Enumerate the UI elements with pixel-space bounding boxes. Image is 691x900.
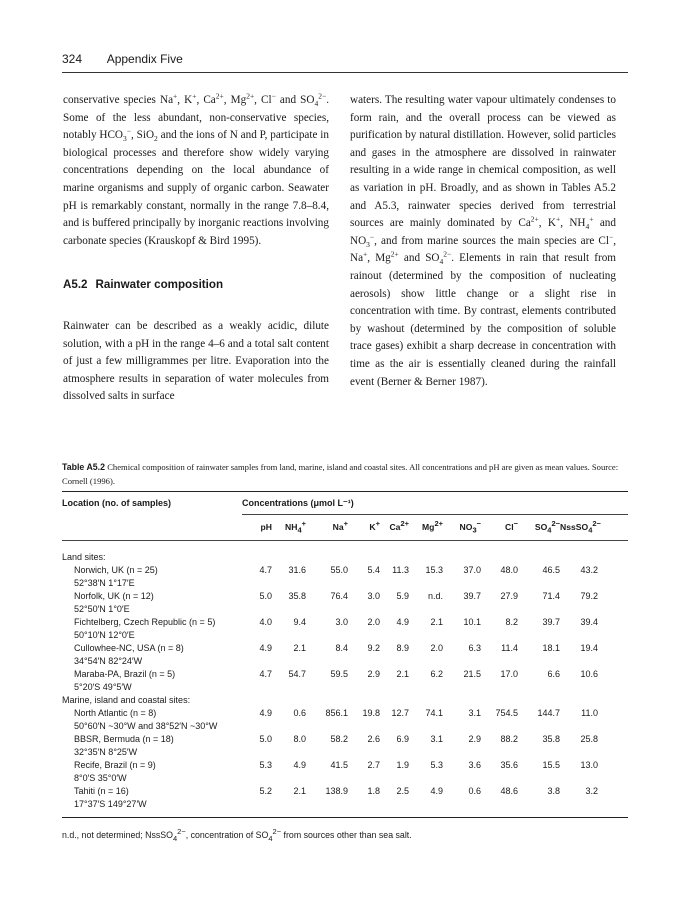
section-title: Rainwater composition [95, 278, 224, 292]
table-cell: 5.0 [259, 734, 272, 744]
paragraph-distillation: waters. The resulting water vapour ultimately condenses to form rain, and the overall process can be viewed as purification by natural distillation. However, solid particles and gases in the atmosphere are dissolved in rainwater resulting in a wide range in chemical composition, as well as variation in pH. Broadly, and as shown in Tables A5.2 and A5.3, rainwater species derived from terrestrial sources are mainly dominated by $Ca^{2+}$, K+, $NH_4^+$ and $NO_3^-$, and from marine sources the main species are Cl−, Na+, $Mg^{2+}$ and $SO_4^{2-}$. Elements in rain that result from rainout (determined by the composition of nucleating aerosols) show little change or a slight rise in concentration with time. By contrast, elements contributed by washout (determined by the composition of soluble trace gases) exhibit a sharp decrease in concentration with time as the air is essentially cleaned during the rainfall event (Berner & Berner 1987). [350, 94, 616, 388]
table-cell: 71.4 [542, 591, 560, 601]
table-cell: 6.6 [547, 669, 560, 679]
row-location [62, 785, 242, 811]
table-cell: 2.9 [367, 669, 380, 679]
table-cell: 2.1 [430, 617, 443, 627]
table-row [62, 564, 628, 590]
table-cell: 4.9 [396, 617, 409, 627]
paragraph-rainwater: Rainwater can be described as a weakly acidic, dilute solution, with a pH in the range 4–6 and a total salt content of just a few milligrammes per litre. Evaporation into the atmosphere results in separation of water molecules from dissolved salts in surface [63, 319, 329, 403]
table-cell: 1.8 [367, 786, 380, 796]
table-cell: 58.2 [330, 734, 348, 744]
table-body [62, 541, 628, 811]
site-name: North Atlantic (n = 8) [74, 708, 157, 718]
site-name: Fichtelberg, Czech Republic (n = 5) [74, 617, 216, 627]
table-cell: 5.4 [367, 565, 380, 575]
table-row [62, 759, 628, 785]
table-cell: 3.6 [468, 760, 481, 770]
table-cell: 11.4 [501, 643, 518, 653]
col-header-no3: $NO_3^-$ [459, 519, 481, 535]
site-coordinates: 5°20′S 49°5′W [74, 682, 132, 692]
table-row [62, 733, 628, 759]
table-cell: 3.0 [367, 591, 380, 601]
table-cell: 17.0 [500, 669, 518, 679]
caption-text: Chemical composition of rainwater samples from land, marine, island and coastal sites. All concentrations and pH are given as mean values. Source: Cornell (1996). [62, 462, 619, 486]
table-bottom-rule [62, 817, 628, 818]
table-cell: 5.3 [430, 760, 443, 770]
group-label-land: Land sites: [62, 552, 106, 562]
table-cell: 2.5 [396, 786, 409, 796]
table-cell: 19.4 [580, 643, 598, 653]
row-location [62, 733, 242, 759]
site-name: Maraba-PA, Brazil (n = 5) [74, 669, 176, 679]
table-cell: 4.7 [259, 669, 272, 679]
land-rows [62, 564, 628, 694]
table-cell: 2.1 [293, 786, 306, 796]
table-row [62, 642, 628, 668]
table-cell: 4.9 [259, 643, 272, 653]
table-cell: 6.3 [468, 643, 481, 653]
row-location [62, 590, 242, 616]
table-cell: 2.7 [367, 760, 380, 770]
table-cell: 5.3 [259, 760, 272, 770]
table-cell: 2.1 [396, 669, 409, 679]
table-cell: 8.4 [335, 643, 348, 653]
table-cell: 35.6 [500, 760, 518, 770]
table-header-row [62, 492, 628, 514]
table-cell: 27.9 [500, 591, 518, 601]
row-location [62, 707, 242, 733]
table-cell: 9.4 [293, 617, 306, 627]
page-number: 324 [62, 52, 83, 66]
table-cell: 88.2 [500, 734, 518, 744]
table-cell: 144.7 [537, 708, 560, 718]
table-cell: 138.9 [325, 786, 348, 796]
table-cell: 19.8 [362, 708, 380, 718]
running-title: Appendix Five [106, 52, 183, 66]
table-cell: 754.5 [495, 708, 518, 718]
table-cell: 6.9 [396, 734, 409, 744]
col-header-nssso4: NssSO$_4^{2-}$ [560, 519, 601, 535]
table-label: Table A5.2 [62, 462, 106, 472]
table-cell: 39.4 [580, 617, 598, 627]
site-coordinates: 50°10′N 12°0′E [74, 630, 135, 640]
group-label-marine: Marine, island and coastal sites: [62, 695, 191, 705]
site-coordinates: 50°60′N ~30°W and 38°52′N ~30°W [74, 721, 218, 731]
site-name: Norwich, UK (n = 25) [74, 565, 158, 575]
table-cell: 15.3 [425, 565, 443, 575]
row-location [62, 616, 242, 642]
table-cell: 0.6 [468, 786, 481, 796]
table-cell: 10.6 [580, 669, 598, 679]
table-cell: 6.2 [430, 669, 443, 679]
table-cell: 18.1 [542, 643, 560, 653]
row-location [62, 668, 242, 694]
site-coordinates: 8°0′S 35°0′W [74, 773, 127, 783]
column-headers [62, 514, 628, 541]
site-coordinates: 17°37′S 149°27′W [74, 799, 147, 809]
table-cell: 1.9 [396, 760, 409, 770]
table-footnote: n.d., not determined; NssSO$_4^{2-}$, concentration of $SO_4^{2-}$ from sources other than sea salt. [62, 827, 412, 843]
table-cell: 3.0 [335, 617, 348, 627]
table-cell: 46.5 [542, 565, 560, 575]
site-name: BBSR, Bermuda (n = 18) [74, 734, 174, 744]
table-cell: 4.9 [293, 760, 306, 770]
table-cell: 8.2 [505, 617, 518, 627]
table-cell: 12.7 [391, 708, 409, 718]
table-cell: 2.9 [468, 734, 481, 744]
table-caption [62, 460, 628, 488]
table-cell: 5.2 [259, 786, 272, 796]
table-row [62, 668, 628, 694]
table-cell: 37.0 [463, 565, 481, 575]
col-header-ph: pH [260, 522, 272, 532]
col-header-so4: $SO_4^{2-}$ [534, 519, 560, 535]
table-cell: 8.9 [396, 643, 409, 653]
table-cell: 2.6 [367, 734, 380, 744]
table-cell: 39.7 [542, 617, 560, 627]
table-cell: 5.9 [396, 591, 409, 601]
row-location [62, 642, 242, 668]
table-cell: 54.7 [288, 669, 306, 679]
table-cell: 0.6 [293, 708, 306, 718]
row-location [62, 564, 242, 590]
table-cell: 8.0 [293, 734, 306, 744]
table-cell: 5.0 [259, 591, 272, 601]
table-cell: 76.4 [330, 591, 348, 601]
table-cell: 35.8 [288, 591, 306, 601]
table-row [62, 707, 628, 733]
table-cell: 48.0 [500, 565, 518, 575]
table-cell: 21.5 [463, 669, 481, 679]
site-coordinates: 34°54′N 82°24′W [74, 656, 143, 666]
table-cell: 10.1 [463, 617, 481, 627]
table-cell: 3.1 [430, 734, 443, 744]
table-cell: 25.8 [580, 734, 598, 744]
table-cell: 3.2 [585, 786, 598, 796]
table-row [62, 616, 628, 642]
col-header-na: Na+ [332, 519, 348, 532]
location-header: Location (no. of samples) [62, 498, 172, 508]
table-cell: 2.1 [293, 643, 306, 653]
table-cell: n.d. [427, 591, 443, 601]
table-cell: 79.2 [580, 591, 598, 601]
site-name: Tahiti (n = 16) [74, 786, 129, 796]
site-name: Cullowhee-NC, USA (n = 8) [74, 643, 184, 653]
col-header-k: K+ [369, 519, 380, 532]
section-heading [63, 276, 329, 294]
table-cell: 4.0 [259, 617, 272, 627]
table-cell: 4.7 [259, 565, 272, 575]
table-cell: 48.6 [500, 786, 518, 796]
col-header-nh4: $NH_4^+$ [285, 519, 306, 535]
table-cell: 4.9 [430, 786, 443, 796]
site-coordinates: 52°50′N 1°0′E [74, 604, 130, 614]
table-cell: 74.1 [425, 708, 443, 718]
table-cell: 3.1 [468, 708, 481, 718]
table-cell: 31.6 [288, 565, 306, 575]
table-cell: 3.8 [547, 786, 560, 796]
table-cell: 11.3 [392, 565, 409, 575]
row-location [62, 759, 242, 785]
table-cell: 55.0 [330, 565, 348, 575]
table-cell: 13.0 [580, 760, 598, 770]
site-coordinates: 32°35′N 8°25′W [74, 747, 138, 757]
col-header-cl: Cl− [505, 519, 518, 532]
table-cell: 11.0 [581, 708, 598, 718]
table-cell: 4.9 [259, 708, 272, 718]
site-coordinates: 52°38′N 1°17′E [74, 578, 135, 588]
site-name: Recife, Brazil (n = 9) [74, 760, 156, 770]
table-cell: 35.8 [542, 734, 560, 744]
col-header-mg: $Mg^{2+}$ [422, 519, 443, 532]
concentrations-header: Concentrations (μmol L⁻¹) [242, 492, 628, 515]
right-column [350, 92, 616, 391]
table-cell: 2.0 [367, 617, 380, 627]
table-cell: 856.1 [325, 708, 348, 718]
left-column [63, 92, 329, 406]
table-cell: 59.5 [330, 669, 348, 679]
table-cell: 9.2 [367, 643, 380, 653]
section-number: A5.2 [63, 278, 88, 292]
table-cell: 43.2 [580, 565, 598, 575]
table-row [62, 590, 628, 616]
composition-table [62, 491, 628, 843]
table-cell: 2.0 [430, 643, 443, 653]
table-cell: 41.5 [330, 760, 348, 770]
table-cell: 39.7 [463, 591, 481, 601]
table-row [62, 785, 628, 811]
col-header-ca: $Ca^{2+}$ [389, 519, 409, 532]
marine-rows [62, 707, 628, 811]
paragraph-seawater: conservative species Na+, K+, $Ca^{2+}$, $Mg^{2+}$, Cl− and $SO_4^{2-}$. Some of the less abundant, non-conservative species, notably $HCO_3^-$, SiO$_2$ and the ions of N and P, participate in biological processes and therefore show widely varying concentrations depending on the local abundance of marine organisms and supply of organic carbon. Seawater pH is remarkably constant, normally in the range 7.8–8.4, and is buffered principally by inorganic reactions involving carbonate species (Krauskopf & Bird 1995). [63, 91, 329, 247]
site-name: Norfolk, UK (n = 12) [74, 591, 154, 601]
table-cell: 15.5 [542, 760, 560, 770]
running-header [62, 52, 628, 73]
